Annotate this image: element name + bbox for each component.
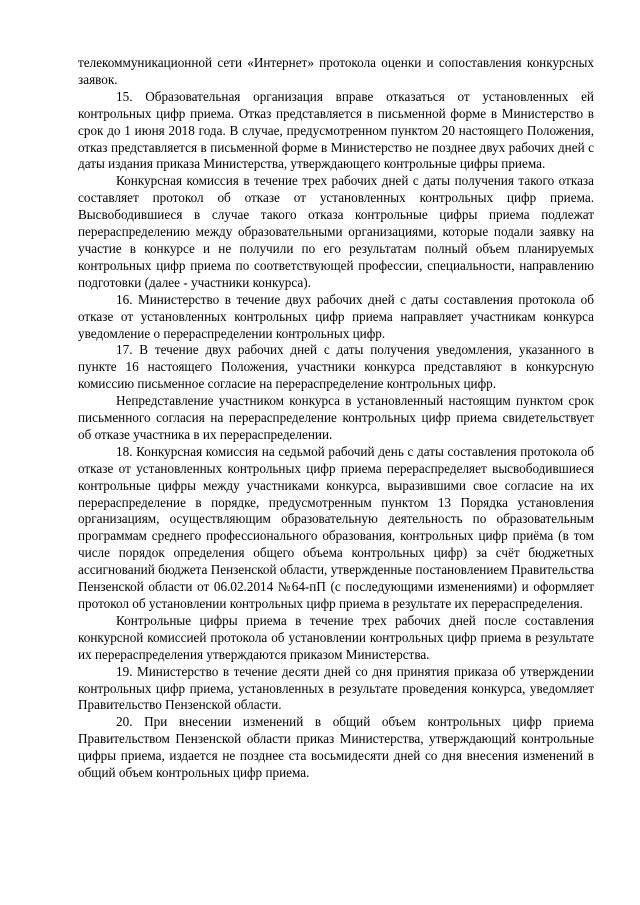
paragraph-item-16: 16. Министерство в течение двух рабочих дней с даты составления протокола об отказе от установленных контрольных цифр приема направляет участникам конкурса уведомление о перераспределении контрольных цифр.: [78, 291, 594, 341]
paragraph-item-20: 20. При внесении изменений в общий объем контрольных цифр приема Правительством Пензенской области приказ Министерства, утверждающий контрольные цифры приема, издается не позднее ста восьмидесяти дней со дня внесения изменений в общий объем контрольных цифр приема.: [78, 714, 594, 781]
paragraph-non-submission: Непредставление участником конкурса в установленный настоящим пунктом срок письменного согласия на перераспределение контрольных цифр приема свидетельствует об отказе участника в их перераспределении.: [78, 393, 594, 442]
paragraph-item-18: 18. Конкурсная комиссия на седьмой рабочий день с даты составления протокола об отказе от установленных контрольных цифр приема перераспределяет высвободившиеся контрольные цифры между участниками конкурса, выразившими свое согласие на их перераспределение в порядке, предусмотренным пунктом 13 Порядка установления организациям, осуществляющим образовательную деятельность по образовательным программам среднего профессионального образования, контрольных цифр приёма (в том числе порядок определения общего объема контрольных цифр) за счёт бюджетных ассигнований бюджета Пензенской области, утвержденные постановлением Правительства Пензенской области от 06.02.2014 №64-пП (с последующими изменениями) и оформляет протокол об установлении контрольных цифр приема в результате их перераспределения.: [78, 443, 594, 611]
paragraph-item-17: 17. В течение двух рабочих дней с даты получения уведомления, указанного в пункте 16 настоящего Положения, участники конкурса представляют в конкурсную комиссию письменное согласие на перераспределение контрольных цифр.: [78, 342, 594, 392]
paragraph-continuation: телекоммуникационной сети «Интернет» протокола оценки и сопоставления конкурсных заявок.: [78, 55, 594, 87]
paragraph-item-19: 19. Министерство в течение десяти дней со дня принятия приказа об утверждении контрольных цифр приема, установленных в результате проведения конкурса, уведомляет Правительство Пензенской области.: [78, 663, 594, 713]
paragraph-commission-refusal: Конкурсная комиссия в течение трех рабочих дней с даты получения такого отказа составляет протокол об отказе от установленных контрольных цифр приема. Высвободившиеся в случае такого отказа контрольные цифры приема подлежат перераспределению между образовательными организациями, которые подали заявку на участие в конкурсе и не получили по его результатам полный объем планируемых контрольных цифр приема по соответствующей профессии, специальности, направлению подготовки (далее - участники конкурса).: [78, 173, 594, 290]
paragraph-item-15: 15. Образовательная организация вправе отказаться от установленных ей контрольных цифр приема. Отказ представляется в письменной форме в Министерство в срок до 1 июня 2018 года. В случае, предусмотренном пунктом 20 настоящего Положения, отказ представляется в письменной форме в Министерство не позднее двух рабочих дней с даты издания приказа Министерства, утверждающего контрольные цифры приема.: [78, 88, 594, 172]
paragraph-approval: Контрольные цифры приема в течение трех рабочих дней после составления конкурсной комиссией протокола об установлении контрольных цифр приема в результате их перераспределения утверждаются приказом Министерства.: [78, 612, 594, 662]
